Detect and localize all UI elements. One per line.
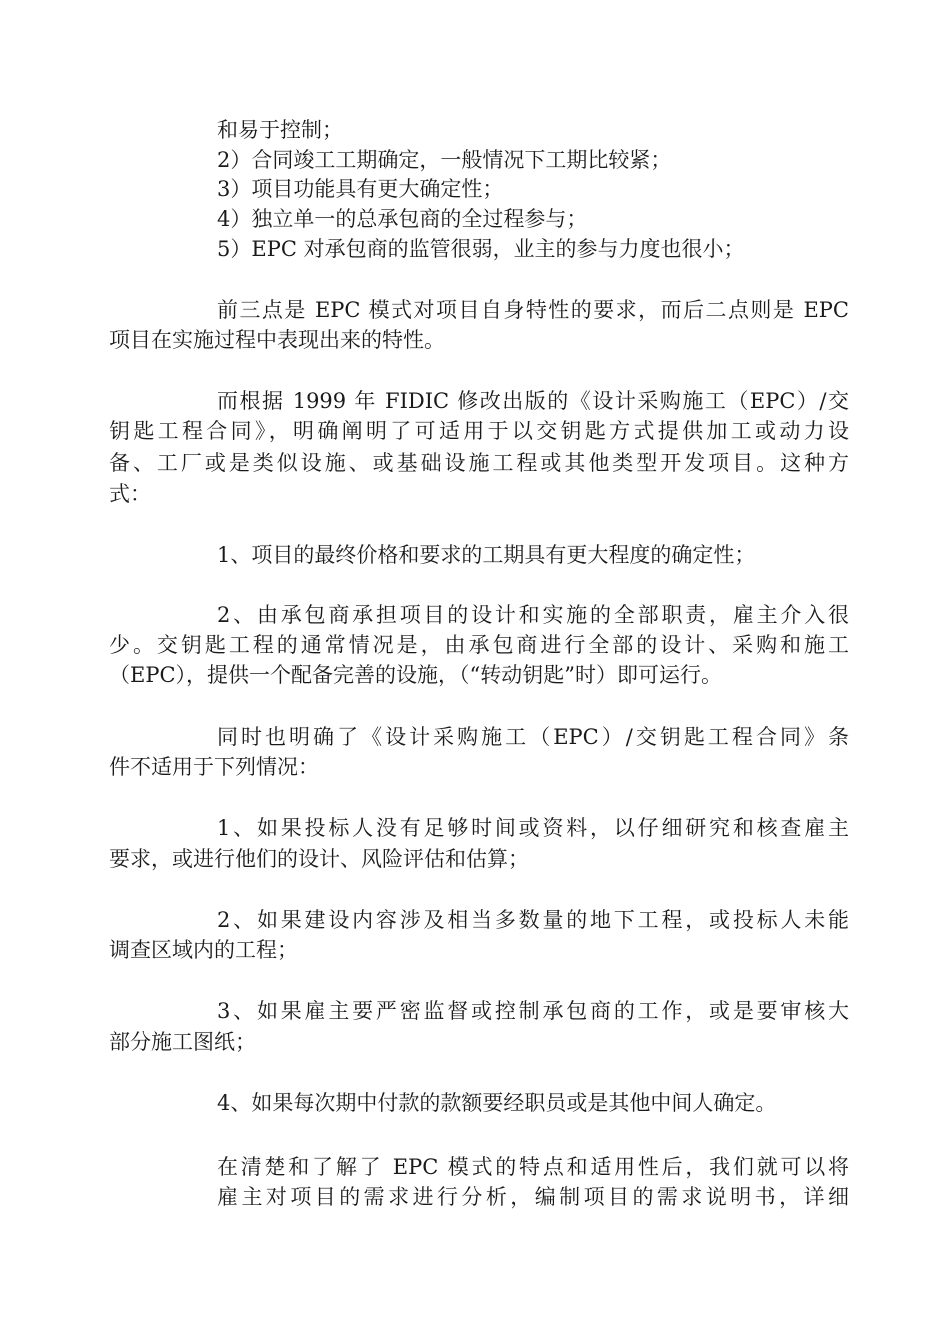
- paragraph-line: 1、项目的最终价格和要求的工期具有更大程度的确定性；: [217, 543, 756, 567]
- paragraph-line: 同时也明确了《设计采购施工（EPC）/交钥匙工程合同》条: [217, 725, 849, 749]
- paragraph-line: 在清楚和了解了 EPC 模式的特点和适用性后，我们就可以将: [217, 1155, 849, 1179]
- paragraph-line: 要求，或进行他们的设计、风险评估和估算；: [109, 847, 529, 871]
- paragraph-line: 前三点是 EPC 模式对项目自身特性的要求，而后二点则是 EPC: [217, 298, 849, 322]
- paragraph-line: 项目在实施过程中表现出来的特性。: [109, 328, 445, 352]
- list-item: 3）项目功能具有更大确定性；: [217, 177, 504, 201]
- paragraph-line: 而根据 1999 年 FIDIC 修改出版的《设计采购施工（EPC）/交: [217, 389, 849, 413]
- paragraph-line: 件不适用于下列情况：: [109, 755, 319, 779]
- paragraph-line: 3、如果雇主要严密监督或控制承包商的工作，或是要审核大: [217, 999, 849, 1023]
- list-item: 2）合同竣工工期确定，一般情况下工期比较紧；: [217, 148, 672, 172]
- paragraph-line: 式：: [109, 482, 151, 506]
- paragraph-line: 雇主对项目的需求进行分析，编制项目的需求说明书，详细: [217, 1185, 849, 1209]
- paragraph-line: 备、工厂或是类似设施、或基础设施工程或其他类型开发项目。这种方: [109, 451, 849, 475]
- paragraph-line: 1、如果投标人没有足够时间或资料，以仔细研究和核查雇主: [217, 816, 849, 840]
- paragraph-line: 2、由承包商承担项目的设计和实施的全部职责，雇主介入很: [217, 603, 849, 627]
- paragraph-line: （EPC），提供一个配备完善的设施，（“转动钥匙”时）即可运行。: [109, 663, 722, 687]
- paragraph-line: 调查区域内的工程；: [109, 938, 298, 962]
- list-item: 和易于控制；: [217, 118, 343, 142]
- list-item: 5）EPC 对承包商的监管很弱，业主的参与力度也很小；: [217, 237, 745, 261]
- paragraph-line: 少。交钥匙工程的通常情况是，由承包商进行全部的设计、采购和施工: [109, 633, 849, 657]
- paragraph-line: 4、如果每次期中付款的款额要经职员或是其他中间人确定。: [217, 1091, 777, 1115]
- paragraph-line: 钥匙工程合同》，明确阐明了可适用于以交钥匙方式提供加工或动力设: [109, 419, 849, 443]
- list-item: 4）独立单一的总承包商的全过程参与；: [217, 207, 588, 231]
- paragraph-line: 部分施工图纸；: [109, 1030, 256, 1054]
- paragraph-line: 2、如果建设内容涉及相当多数量的地下工程，或投标人未能: [217, 908, 849, 932]
